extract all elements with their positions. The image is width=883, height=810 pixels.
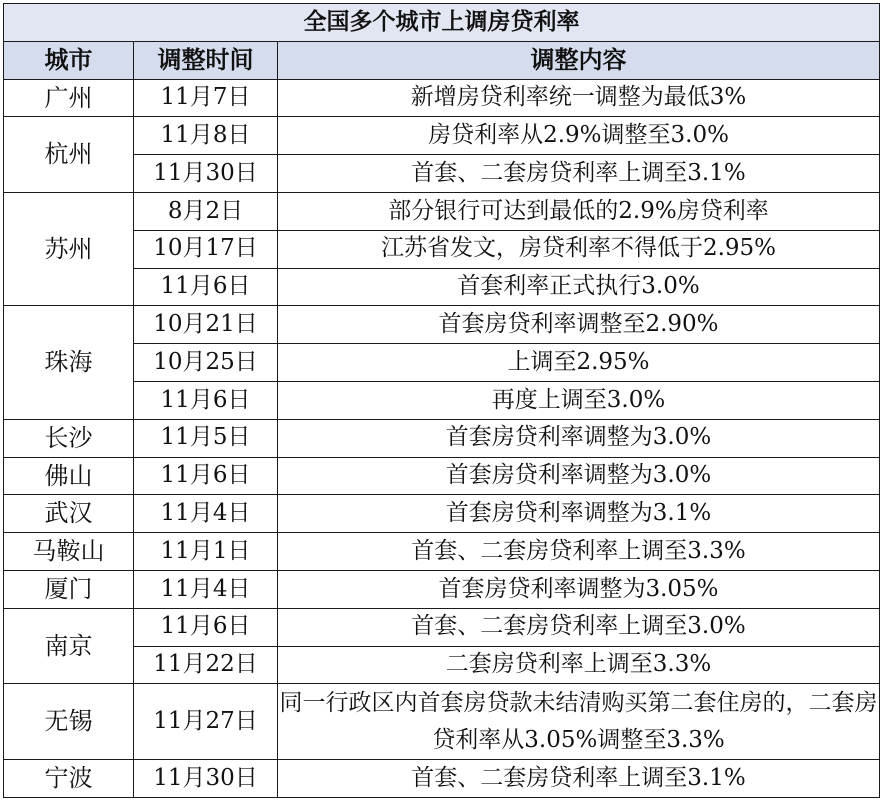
- content-cell: 同一行政区内首套房贷款未结清购买第二套住房的，二套房贷利率从3.05%调整至3.3%: [278, 684, 880, 760]
- table-row: [4, 684, 880, 760]
- table-row: [4, 268, 880, 306]
- date-cell: 11月1日: [134, 533, 278, 571]
- date-cell: 11月30日: [134, 155, 278, 193]
- table-row: [4, 457, 880, 495]
- content-cell: 部分银行可达到最低的2.9%房贷利率: [278, 192, 880, 230]
- date-cell: 8月2日: [134, 192, 278, 230]
- content-cell: 首套房贷利率调整至2.90%: [278, 306, 880, 344]
- header-date: 调整时间: [134, 41, 278, 79]
- table-title: 全国多个城市上调房贷利率: [4, 4, 880, 42]
- mortgage-rate-table: [3, 3, 880, 798]
- content-cell: 上调至2.95%: [278, 344, 880, 382]
- table-row: [4, 344, 880, 382]
- content-cell: 首套、二套房贷利率上调至3.1%: [278, 155, 880, 193]
- header-row: [4, 41, 880, 79]
- content-cell: 房贷利率从2.9%调整至3.0%: [278, 117, 880, 155]
- content-cell: 首套、二套房贷利率上调至3.1%: [278, 759, 880, 797]
- content-cell: 新增房贷利率统一调整为最低3%: [278, 79, 880, 117]
- content-cell: 首套房贷利率调整为3.05%: [278, 570, 880, 608]
- date-cell: 11月30日: [134, 759, 278, 797]
- city-cell: 长沙: [4, 419, 134, 457]
- content-cell: 首套、二套房贷利率上调至3.0%: [278, 608, 880, 646]
- table-row: [4, 495, 880, 533]
- date-cell: 11月6日: [134, 608, 278, 646]
- table-row: [4, 419, 880, 457]
- city-cell: 厦门: [4, 570, 134, 608]
- content-cell: 首套利率正式执行3.0%: [278, 268, 880, 306]
- date-cell: 11月8日: [134, 117, 278, 155]
- header-city: 城市: [4, 41, 134, 79]
- table-row: [4, 533, 880, 571]
- table-row: [4, 306, 880, 344]
- table-row: [4, 192, 880, 230]
- city-cell: 苏州: [4, 192, 134, 305]
- content-cell: 首套房贷利率调整为3.1%: [278, 495, 880, 533]
- content-cell: 再度上调至3.0%: [278, 381, 880, 419]
- city-cell: 杭州: [4, 117, 134, 193]
- date-cell: 10月21日: [134, 306, 278, 344]
- content-cell: 首套、二套房贷利率上调至3.3%: [278, 533, 880, 571]
- header-content: 调整内容: [278, 41, 880, 79]
- city-cell: 佛山: [4, 457, 134, 495]
- date-cell: 11月6日: [134, 381, 278, 419]
- city-cell: 马鞍山: [4, 533, 134, 571]
- table-row: [4, 230, 880, 268]
- table-row: [4, 759, 880, 797]
- date-cell: 11月6日: [134, 457, 278, 495]
- table-row: [4, 570, 880, 608]
- city-cell: 南京: [4, 608, 134, 684]
- content-cell: 首套房贷利率调整为3.0%: [278, 457, 880, 495]
- date-cell: 11月6日: [134, 268, 278, 306]
- table-row: [4, 79, 880, 117]
- date-cell: 11月27日: [134, 684, 278, 760]
- city-cell: 宁波: [4, 759, 134, 797]
- table-row: [4, 117, 880, 155]
- table-row: [4, 381, 880, 419]
- content-cell: 首套房贷利率调整为3.0%: [278, 419, 880, 457]
- content-cell: 二套房贷利率上调至3.3%: [278, 646, 880, 684]
- city-cell: 珠海: [4, 306, 134, 419]
- date-cell: 11月4日: [134, 495, 278, 533]
- table-row: [4, 646, 880, 684]
- table-row: [4, 155, 880, 193]
- date-cell: 11月5日: [134, 419, 278, 457]
- date-cell: 10月17日: [134, 230, 278, 268]
- table-row: [4, 608, 880, 646]
- date-cell: 11月22日: [134, 646, 278, 684]
- city-cell: 广州: [4, 79, 134, 117]
- date-cell: 10月25日: [134, 344, 278, 382]
- rate-table-container: [3, 3, 880, 798]
- city-cell: 无锡: [4, 684, 134, 760]
- title-row: [4, 4, 880, 42]
- city-cell: 武汉: [4, 495, 134, 533]
- date-cell: 11月4日: [134, 570, 278, 608]
- date-cell: 11月7日: [134, 79, 278, 117]
- content-cell: 江苏省发文，房贷利率不得低于2.95%: [278, 230, 880, 268]
